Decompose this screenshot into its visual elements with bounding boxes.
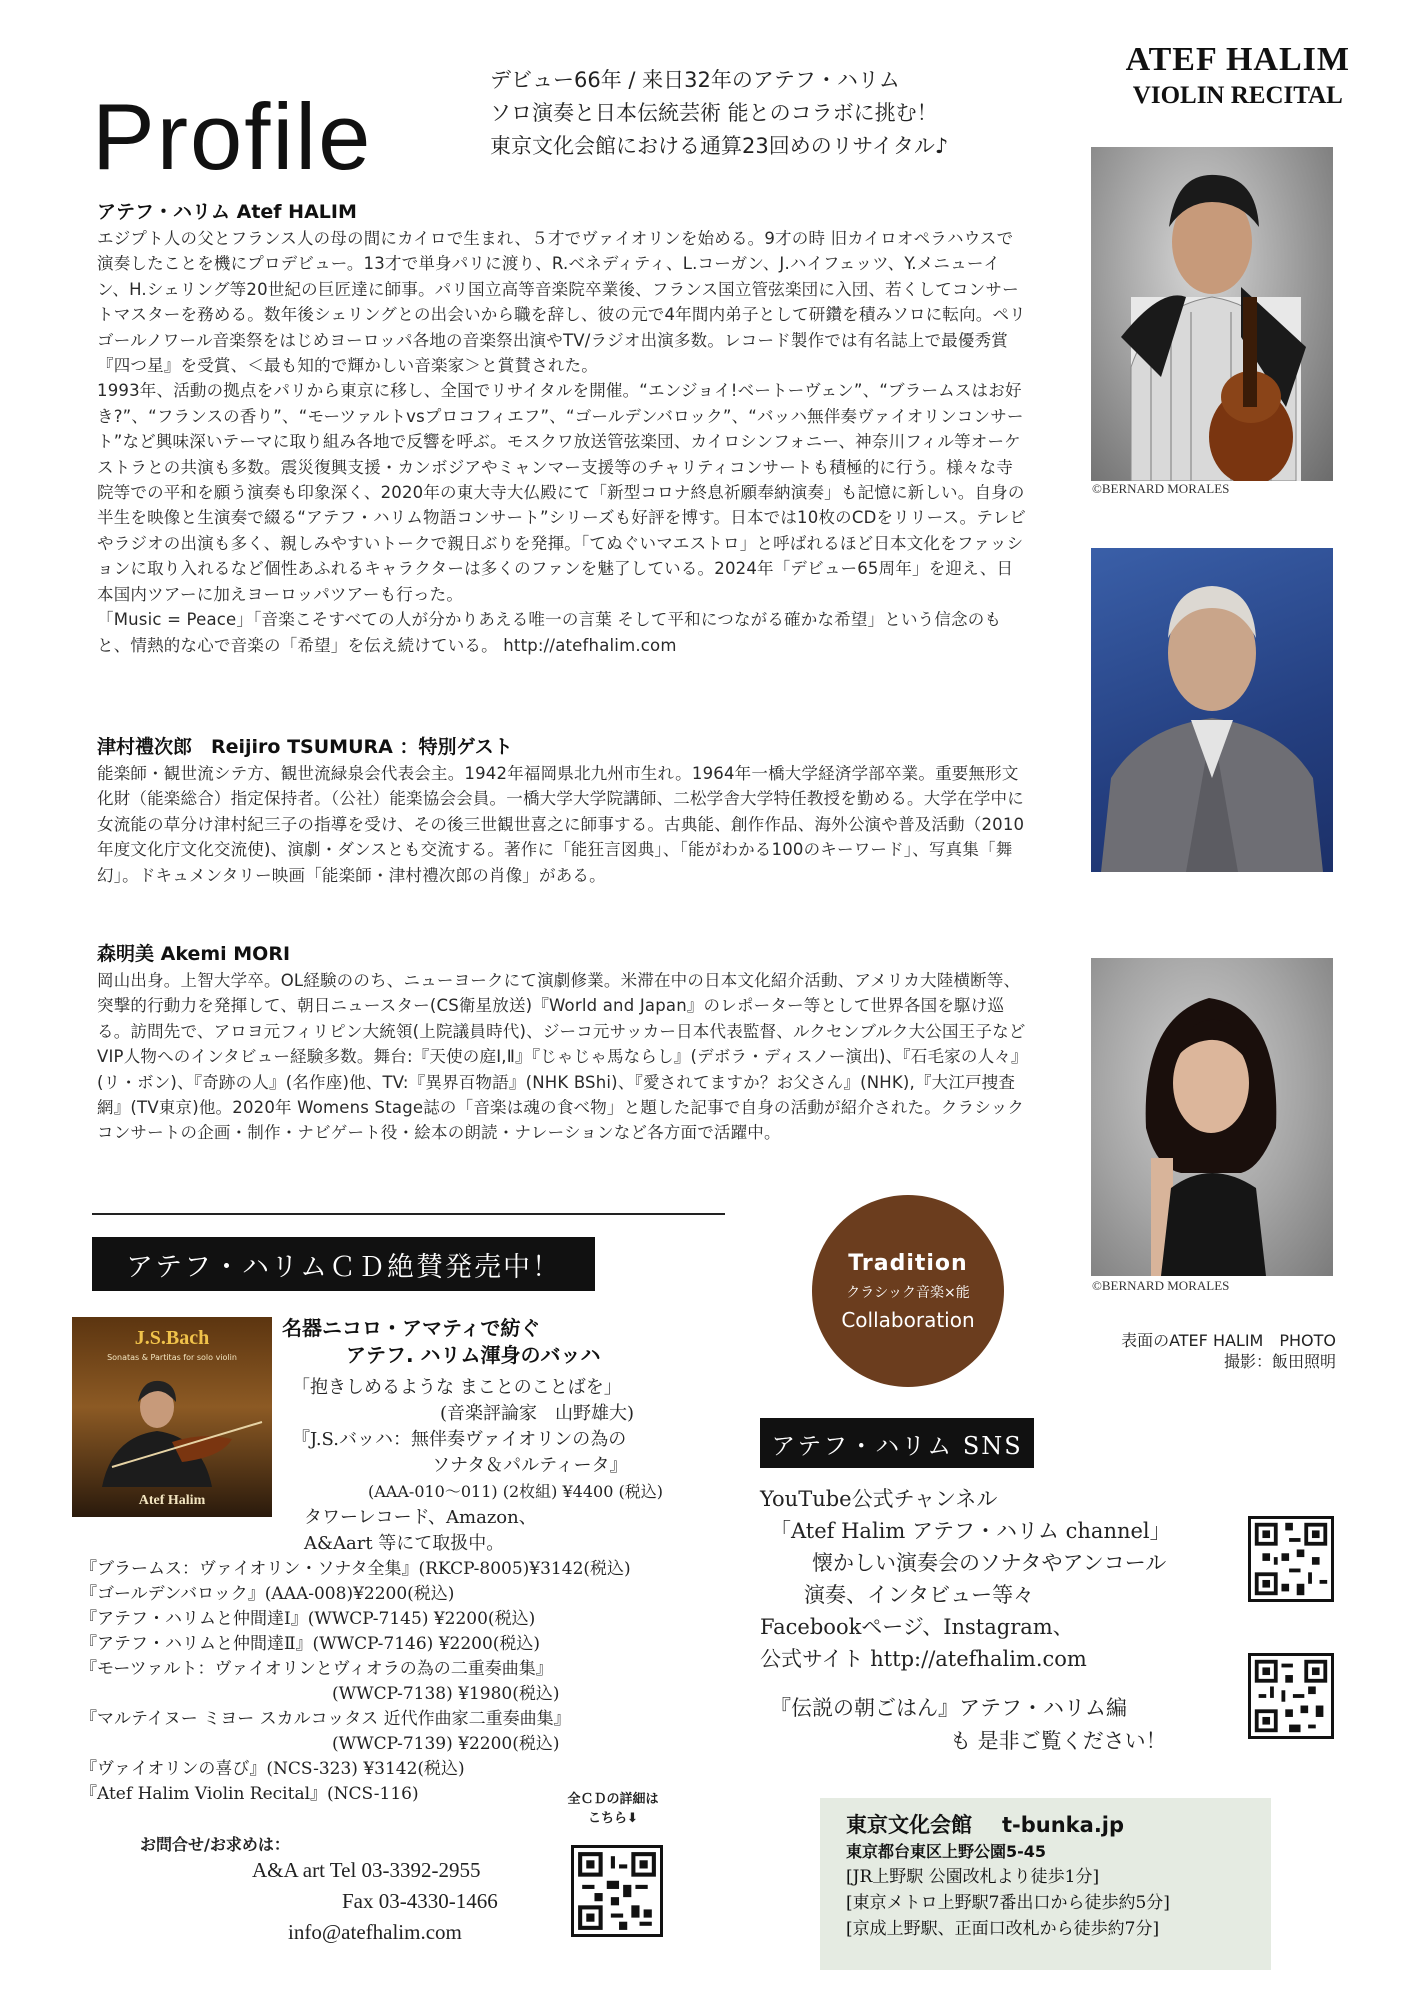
disco-item: (WWCP-7138) ¥1980(税込)	[332, 1684, 560, 1704]
disco-item: 『Atef Halim Violin Recital』(NCS-116)	[80, 1784, 419, 1804]
photo-credit: ©BERNARD MORALES	[1092, 481, 1230, 496]
cd-cover	[72, 1317, 272, 1517]
cd-detail-line: こちら⬇	[588, 1811, 638, 1826]
sns-website-link[interactable]: 公式サイト http://atefhalim.com	[760, 1647, 1087, 1671]
bio-reijiro-tsumura	[97, 733, 1027, 888]
venue-url[interactable]: t-bunka.jp	[1002, 1813, 1125, 1837]
photo-atef-halim	[1091, 147, 1333, 481]
venue-heading	[846, 1810, 1245, 1840]
cd-promo-line: 『J.S.バッハ：無伴奏ヴァイオリンの為の	[292, 1429, 627, 1450]
sns-footnote	[770, 1692, 1167, 1758]
contact-block	[140, 1832, 498, 1948]
cd-cover-subtitle: Sonatas & Partitas for solo violin	[107, 1353, 237, 1362]
tagline-line: ソロ演奏と日本伝統芸術 能とのコラボに挑む！	[490, 101, 938, 125]
venue-address: 東京都台東区上野公園5-45	[846, 1842, 1047, 1861]
recital-title-main: ATEF HALIM	[1125, 41, 1350, 78]
cd-promo-line: タワーレコード、Amazon、	[304, 1507, 537, 1528]
cd-promo-headline: 名器ニコロ・アマティで紡ぐ	[282, 1316, 541, 1340]
disco-item: 『ヴァイオリンの喜び』(NCS-323) ¥3142(税込)	[80, 1759, 465, 1779]
cd-promo-line: 「抱きしめるような まことのことばを」	[292, 1377, 622, 1398]
bio-paragraph: 1993年、活動の拠点をパリから東京に移し、全国でリサイタルを開催。“エンジョイ!ベートーヴェン”、“ブラームスはお好き?”、“フランスの香り”、“モーツァルトvsプロコフィエフ”、“ゴールデンバロック”、“バッハ無伴奏ヴァイオリンコンサート”など興味深いテーマに取り組み各地で反響を呼ぶ。モスクワ放送管弦楽団、カイロシンフォニー、神奈川フィル等オーケストラとの共演も多数。震災復興支援・カンボジアやミャンマー支援等のチャリティコンサートも積極的に行う。様々な寺院等での平和を願う演奏も印象深く、2020年の東大寺大仏殿にて「新型コロナ終息祈願奉納演奏」も記憶に新しい。自身の半生を映像と生演奏で綴る“アテフ・ハリム物語コンサート”シリーズも好評を博す。日本では10枚のCDをリリース。テレビやラジオの出演も多く、親しみやすいトークで親日ぶりを発揮。「てぬぐいマエストロ」と呼ばれるほど日本文化をファッションに取り入れるなど個性あふれるキャラクターは多くのファンを魅了している。2024年「デビュー65周年」を迎え、日本国内ツアーに加えヨーロッパツアーも行った。	[97, 381, 1027, 604]
cover-credit-line: 撮影：飯田照明	[1223, 1352, 1336, 1371]
disco-item: 『ゴールデンバロック』(AAA-008)¥2200(税込)	[80, 1584, 455, 1604]
sns-line: 「Atef Halim アテフ・ハリム channel」	[770, 1519, 1171, 1543]
qr-code-breakfast[interactable]	[1248, 1653, 1334, 1739]
page-title: Profile	[92, 84, 373, 189]
header-tagline	[490, 64, 948, 163]
photo-reijiro-tsumura	[1091, 548, 1333, 872]
disco-item: 『アテフ・ハリムと仲間達Ⅰ』(WWCP-7145) ¥2200(税込)	[80, 1609, 536, 1629]
badge-line: Collaboration	[841, 1307, 975, 1332]
badge-line: Tradition	[848, 1250, 968, 1276]
disco-item: 『ブラームス：ヴァイオリン・ソナタ全集』(RKCP-8005)¥3142(税込)	[80, 1559, 631, 1579]
tagline-line: 東京文化会館における通算23回めのリサイタル♪	[490, 134, 949, 158]
bio-name: アテフ・ハリム Atef HALIM	[97, 201, 357, 223]
venue-box	[820, 1798, 1271, 1970]
venue-access-line: [東京メトロ上野駅7番出口から徒歩約5分]	[846, 1893, 1170, 1913]
sns-block	[760, 1483, 1171, 1675]
venue-name: 東京文化会館	[846, 1813, 972, 1837]
cd-promo-line: A&Aart 等にて取扱中。	[304, 1533, 505, 1554]
cd-promo-line: ソナタ＆パルティータ』	[432, 1455, 628, 1476]
cover-photo-credit	[1090, 1330, 1336, 1372]
recital-title-sub: VIOLIN RECITAL	[1132, 82, 1343, 109]
section-divider	[92, 1213, 725, 1215]
qr-code-icon	[1251, 1656, 1331, 1736]
cd-promo-line: (AAA-010～011) (2枚組) ¥4400 (税込)	[368, 1482, 663, 1501]
cd-promo-headline: アテフ. ハリム渾身のバッハ	[346, 1343, 601, 1367]
cd-cover-violinist	[72, 1367, 272, 1487]
bio-name: 森明美 Akemi MORI	[97, 943, 291, 965]
recital-title	[1126, 40, 1350, 112]
venue-access-line: [JR上野駅 公園改札より徒歩1分]	[846, 1867, 1100, 1887]
cd-promo	[282, 1315, 752, 1557]
bio-akemi-mori	[97, 940, 1027, 1146]
sns-line: 懐かしい演奏会のソナタやアンコール	[812, 1551, 1167, 1575]
photo-credit: ©BERNARD MORALES	[1092, 1278, 1230, 1293]
cd-promo-line: (音楽評論家 山野雄大)	[440, 1403, 635, 1424]
bio-paragraph: 「Music = Peace」「音楽こそすべての人が分かりあえる唯一の言葉 そして平和につながる確かな希望」という信念のもと、情熱的な心で音楽の「希望」を伝え続けている。 http://atefhalim.com	[97, 610, 1002, 655]
contact-fax: Fax 03-4330-1466	[342, 1889, 498, 1913]
sns-footnote-line: 『伝説の朝ごはん』アテフ・ハリム編	[770, 1696, 1127, 1720]
bio-name: 津村禮次郎 Reijiro TSUMURA ：特別ゲスト	[97, 736, 513, 758]
sns-line: YouTube公式チャンネル	[760, 1487, 998, 1511]
bio-paragraph: 岡山出身。上智大学卒。OL経験ののち、ニューヨークにて演劇修業。米滞在中の日本文化紹介活動、アメリカ大陸横断等、突撃的行動力を発揮して、朝日ニュースター(CS衛星放送)『World and Japan』のレポーター等として世界各国を駆け巡る。訪問先で、アロヨ元フィリピン大統領(上院議員時代)、ジーコ元サッカー日本代表監督、ルクセンブルク大公国王子などVIP人物へのインタビュー経験多数。舞台:『天使の庭Ⅰ,Ⅱ』『じゃじゃ馬ならし』(デボラ・ディスノー演出)、『石毛家の人々』(リ・ボン)、『奇跡の人』(名作座)他、TV:『異界百物語』(NHK BShi)、『愛されてますか？お父さん』(NHK),『大江戸捜査網』(TV東京)他。2020年 Womens Stage誌の「音楽は魂の食べ物」と題した記事で自身の活動が紹介された。クラシックコンサートの企画・制作・ナビゲート役・絵本の朗読・ナレーションなど各方面で活躍中。	[97, 971, 1026, 1143]
cd-cover-artist: Atef Halim	[138, 1493, 206, 1508]
qr-code-youtube[interactable]	[1248, 1516, 1334, 1602]
sns-banner: アテフ・ハリム SNS	[760, 1418, 1034, 1468]
sns-line: 演奏、インタビュー等々	[804, 1583, 1035, 1607]
disco-item: 『モーツァルト：ヴァイオリンとヴィオラの為の二重奏曲集』	[80, 1659, 553, 1679]
cover-credit-line: 表面のATEF HALIM PHOTO	[1121, 1331, 1336, 1350]
contact-email[interactable]: info@atefhalim.com	[288, 1920, 462, 1944]
badge-line: クラシック音楽×能	[846, 1284, 970, 1301]
tagline-line: デビュー66年 / 来日32年のアテフ・ハリム	[490, 68, 900, 92]
collaboration-badge	[812, 1195, 1004, 1387]
sns-footnote-line: も 是非ご覧ください！	[950, 1729, 1167, 1753]
disco-item: 『アテフ・ハリムと仲間達Ⅱ』(WWCP-7146) ¥2200(税込)	[80, 1634, 541, 1654]
cd-detail-note	[553, 1790, 673, 1828]
cd-cover-title: J.S.Bach	[134, 1327, 210, 1349]
disco-item: 『マルテイヌー ミヨー スカルコッタス 近代作曲家二重奏曲集』	[80, 1709, 571, 1729]
discography-list	[80, 1557, 631, 1807]
bio-paragraph: 能楽師・観世流シテ方、観世流緑泉会代表会主。1942年福岡県北九州市生れ。1964年一橋大学経済学部卒業。重要無形文化財（能楽総合）指定保持者。（公社）能楽協会会員。一橋大学大学院講師、二松学舎大学特任教授を勤める。大学在学中に女流能の草分け津村紀三子の指導を受け、その後三世観世喜之に師事する。古典能、創作作品、海外公演や普及活動（2010年度文化庁文化交流使)、演劇・ダンスとも交流する。著作に「能狂言図典」、「能がわかる100のキーワード」、写真集「舞幻」。ドキュメンタリー映画「能楽師・津村禮次郎の肖像」がある。	[97, 764, 1025, 885]
bio-paragraph: エジプト人の父とフランス人の母の間にカイロで生まれ、５才でヴァイオリンを始める。9才の時 旧カイロオペラハウスで演奏したことを機にプロデビュー。13才で単身パリに渡り、R.ベネディティ、L.コーガン、J.ハイフェッツ、Y.メニューイン、H.シェリング等20世紀の巨匠達に師事。パリ国立高等音楽院卒業後、フランス国立管弦楽団に入団、若くしてコンサートマスターを務める。数年後シェリングとの出会いから職を辞し、彼の元で4年間内弟子として研鑽を積みソロに転向。ペリゴールノワール音楽祭をはじめヨーロッパ各地の音楽祭出演やTV/ラジオ出演多数。レコード製作では有名誌上で最優秀賞『四つ星』を受賞、＜最も知的で輝かしい音楽家＞と賞賛された。	[97, 229, 1026, 376]
photo-akemi-mori	[1091, 958, 1333, 1276]
qr-code-cd-details[interactable]	[571, 1845, 663, 1937]
cd-detail-line: 全ＣＤの詳細は	[567, 1792, 659, 1807]
venue-access-line: [京成上野駅、正面口改札から徒歩約7分]	[846, 1919, 1160, 1939]
contact-heading: お問合せ/お求めは：	[140, 1835, 290, 1854]
qr-code-icon	[1251, 1519, 1331, 1599]
sns-line: Facebookページ、Instagram、	[760, 1615, 1074, 1639]
disco-item: (WWCP-7139) ¥2200(税込)	[332, 1734, 560, 1754]
qr-code-icon	[574, 1848, 660, 1934]
bio-atef-halim	[97, 198, 1027, 658]
contact-tel: A&A art Tel 03-3392-2955	[252, 1858, 481, 1882]
cd-banner: アテフ・ハリムＣＤ絶賛発売中！	[92, 1237, 595, 1291]
